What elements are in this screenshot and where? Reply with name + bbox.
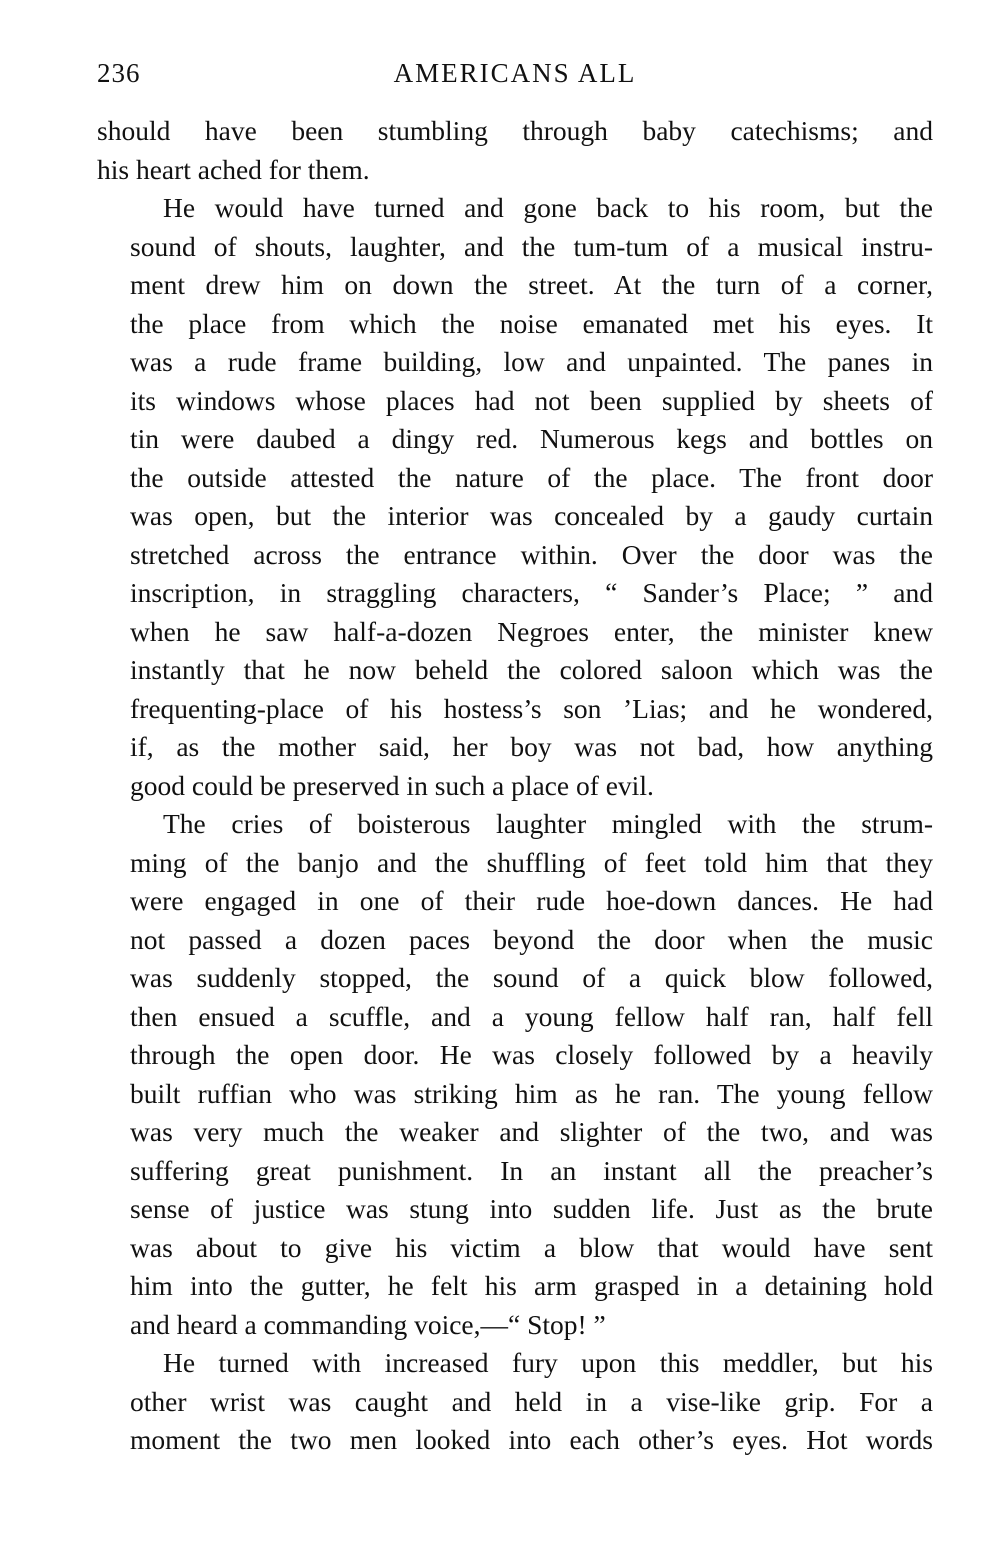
text-line: suffering great punishment. In an instant all the preacher’s [130, 1154, 933, 1186]
text-line: built ruffian who was striking him as he ran. The young fellow [130, 1077, 933, 1109]
page-number: 236 [97, 58, 141, 88]
text-line: instantly that he now beheld the colored saloon which was the [130, 654, 933, 685]
text-line: stretched across the entrance within. Over the door was the [130, 538, 933, 570]
text-line: The cries of boisterous laughter mingled with the strum- [163, 808, 933, 839]
book-page [97, 58, 933, 1460]
text-line: frequenting-place of his hostess’s son ’Lias; and he wondered, [130, 692, 933, 724]
text-line: the place from which the noise emanated met his eyes. It [130, 307, 933, 339]
paragraph [97, 112, 933, 189]
text-line: was suddenly stopped, the sound of a quick blow followed, [130, 962, 933, 993]
text-line: then ensued a scuffle, and a young fellow half ran, half fell [130, 1000, 933, 1032]
text-line: moment the two men looked into each other’s eyes. Hot words [130, 1424, 933, 1455]
text-line: were engaged in one of their rude hoe-down dances. He had [130, 885, 933, 916]
text-line: the outside attested the nature of the place. The front door [130, 461, 933, 493]
text-line: was open, but the interior was concealed by a gaudy curtain [130, 500, 933, 531]
text-line: sense of justice was stung into sudden life. Just as the brute [130, 1193, 933, 1224]
text-line: He turned with increased fury upon this meddler, but his [163, 1347, 933, 1378]
text-line: tin were daubed a dingy red. Numerous kegs and bottles on [130, 423, 933, 454]
text-line: sound of shouts, laughter, and the tum-tum of a musical instru- [130, 230, 933, 262]
text-line: through the open door. He was closely followed by a heavily [130, 1039, 933, 1070]
text-line: and heard a commanding voice,—“ Stop! ” [130, 1308, 606, 1340]
text-line: if, as the mother said, her boy was not bad, how anything [130, 731, 933, 762]
text-line: its windows whose places had not been supplied by sheets of [130, 384, 933, 416]
text-line: ment drew him on down the street. At the turn of a corner, [130, 269, 933, 300]
text-line: ming of the banjo and the shuffling of feet told him that they [130, 846, 933, 878]
text-line: was about to give his victim a blow that would have sent [130, 1231, 933, 1263]
paragraph [97, 1344, 933, 1460]
body-text [97, 112, 933, 1460]
running-head [97, 58, 933, 94]
text-line: was a rude frame building, low and unpainted. The panes in [130, 346, 933, 377]
text-line: his heart ached for them. [97, 153, 370, 185]
text-line: was very much the weaker and slighter of the two, and was [130, 1116, 933, 1147]
running-title: AMERICANS ALL [393, 58, 637, 88]
text-line: He would have turned and gone back to his room, but the [163, 192, 933, 223]
text-line: when he saw half-a-dozen Negroes enter, the minister knew [130, 615, 933, 647]
text-line: inscription, in straggling characters, “ Sander’s Place; ” and [130, 577, 933, 608]
paragraph [97, 805, 933, 1344]
text-line: not passed a dozen paces beyond the door when the music [130, 923, 933, 955]
paragraph [97, 189, 933, 805]
text-line: him into the gutter, he felt his arm grasped in a detaining hold [130, 1270, 933, 1301]
text-line: should have been stumbling through baby catechisms; and [97, 115, 933, 146]
text-line: other wrist was caught and held in a vise-like grip. For a [130, 1385, 933, 1417]
text-line: good could be preserved in such a place of evil. [130, 769, 654, 801]
